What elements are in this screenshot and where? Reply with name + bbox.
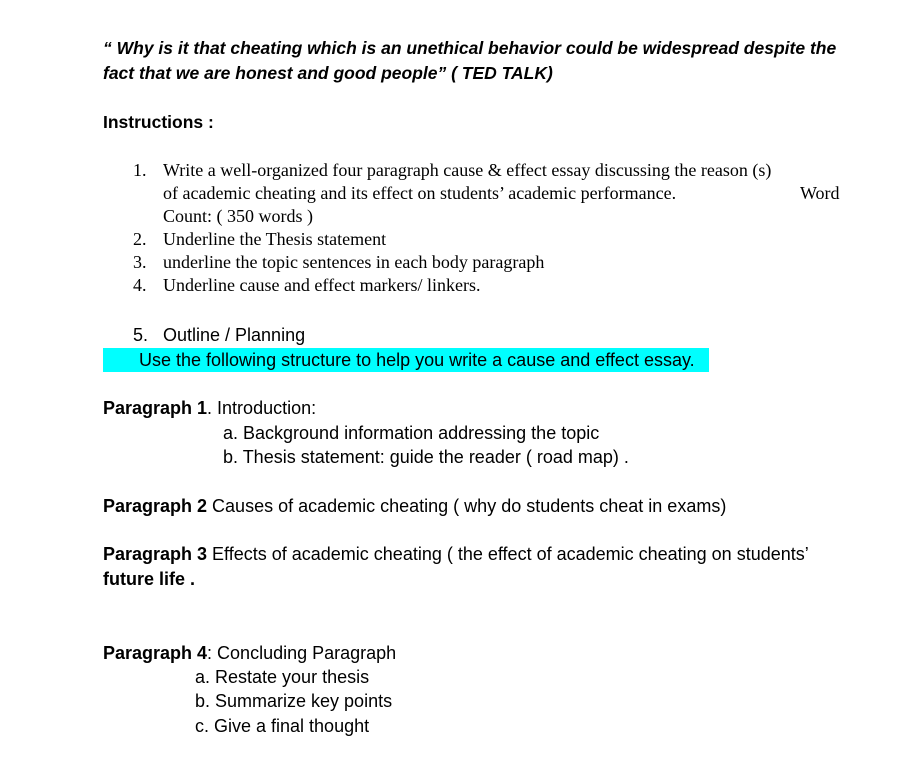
- instruction-line: Write a well-organized four paragraph cause & effect essay discussing the reason (s): [163, 160, 772, 180]
- highlight-text: Use the following structure to help you write a cause and effect essay.: [139, 350, 695, 370]
- instruction-number: 2.: [133, 229, 147, 249]
- paragraph-subitem: a. Background information addressing the topic: [223, 423, 600, 443]
- title-line-1: “ Why is it that cheating which is an unethical behavior could be widespread despite the: [103, 38, 837, 58]
- paragraph-text: . Introduction:: [207, 398, 317, 418]
- instruction-number: 4.: [133, 275, 147, 295]
- instruction-line: underline the topic sentences in each body paragraph: [163, 252, 545, 272]
- paragraph-2-line: [103, 496, 726, 517]
- instructions-heading: Instructions :: [103, 112, 214, 132]
- paragraph-continuation: future life .: [103, 569, 196, 589]
- paragraph-text: Effects of academic cheating ( the effect of academic cheating on students’: [207, 544, 809, 564]
- outline-label: Outline / Planning: [163, 325, 306, 345]
- paragraph-1-line: [103, 398, 316, 419]
- paragraph-4-line: [103, 643, 396, 664]
- paragraph-text: : Concluding Paragraph: [207, 643, 397, 663]
- paragraph-3-line: [103, 544, 809, 565]
- instruction-line: Underline cause and effect markers/ linkers.: [163, 275, 481, 295]
- instruction-line: Count: ( 350 words ): [163, 206, 313, 226]
- paragraph-label: Paragraph 3: [103, 544, 208, 564]
- paragraph-subitem: c. Give a final thought: [195, 716, 370, 736]
- instruction-line: of academic cheating and its effect on students’ academic performance.: [163, 183, 677, 203]
- instruction-line: Underline the Thesis statement: [163, 229, 387, 249]
- instruction-number: 1.: [133, 160, 147, 180]
- instruction-word: Word: [800, 183, 840, 203]
- paragraph-label: Paragraph 2: [103, 496, 208, 516]
- title-line-2: fact that we are honest and good people” ( TED TALK): [103, 63, 553, 83]
- paragraph-subitem: a. Restate your thesis: [195, 667, 370, 687]
- paragraph-subitem: b. Summarize key points: [195, 691, 393, 711]
- paragraph-text: Causes of academic cheating ( why do students cheat in exams): [207, 496, 727, 516]
- instruction-number: 3.: [133, 252, 147, 272]
- paragraph-label: Paragraph 4: [103, 643, 208, 663]
- paragraph-label: Paragraph 1: [103, 398, 208, 418]
- paragraph-subitem: b. Thesis statement: guide the reader ( road map) .: [223, 447, 629, 467]
- outline-number: 5.: [133, 325, 149, 345]
